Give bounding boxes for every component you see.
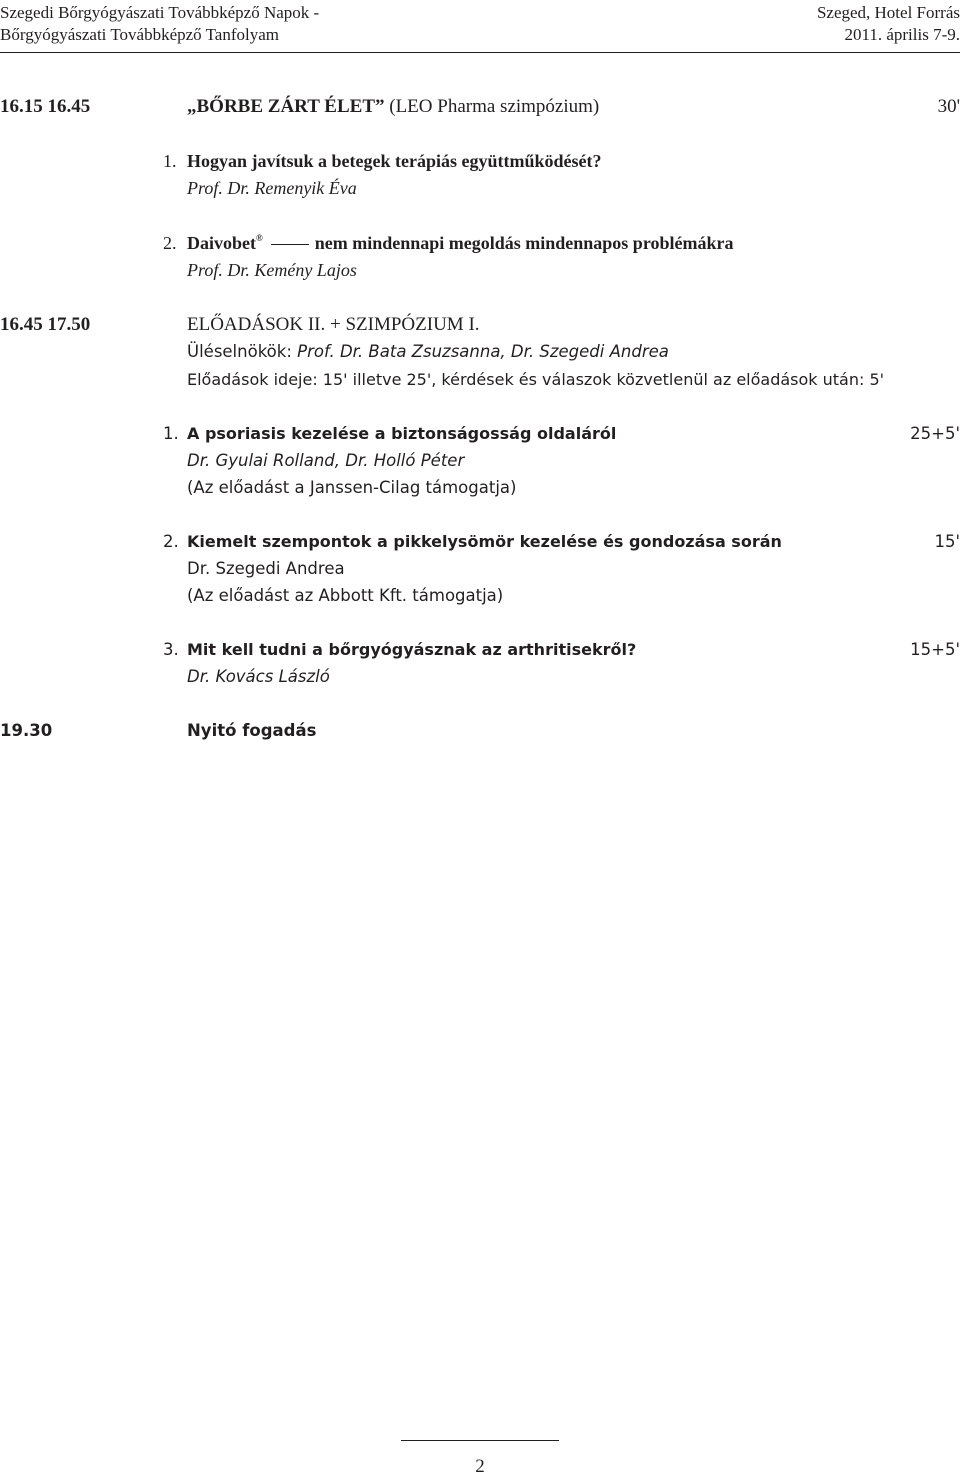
event-title: Nyitó fogadás — [187, 721, 317, 740]
footer-rule — [401, 1440, 559, 1441]
talk-title — [187, 233, 733, 254]
header-left-line2: Bőrgyógyászati Továbbképző Tanfolyam — [0, 25, 280, 44]
talk-duration: 15+5' — [910, 640, 960, 659]
talk-number: 2. — [163, 233, 177, 253]
talk-speaker: Dr. Szegedi Andrea — [187, 559, 345, 578]
talk-speaker: Dr. Gyulai Rolland, Dr. Holló Péter — [187, 451, 465, 470]
session-time: 16.45 17.50 — [0, 314, 91, 335]
session-info: Előadások ideje: 15' illetve 25', kérdések és válaszok közvetlenül az előadások után: 5' — [187, 370, 885, 389]
title-dash — [271, 244, 309, 245]
talk-number: 1. — [163, 424, 179, 443]
session-title: ELŐADÁSOK II. + SZIMPÓZIUM I. — [187, 314, 480, 335]
session-duration: 30' — [937, 96, 960, 117]
talk-number: 1. — [163, 151, 177, 171]
event-time: 19.30 — [0, 721, 53, 740]
session-title: „BŐRBE ZÁRT ÉLET” — [187, 96, 385, 117]
talk-title: A psoriasis kezelése a biztonságosság oldaláról — [187, 424, 617, 443]
header-right-line1: Szeged, Hotel Forrás — [816, 3, 960, 22]
session-subtitle: (LEO Pharma szimpózium) — [389, 96, 600, 117]
talk-title: Kiemelt szempontok a pikkelysömör kezelése és gondozása során — [187, 532, 782, 551]
talk-title-rest: nem mindennapi megoldás mindennapos problémákra — [314, 233, 734, 253]
talk-title-brand: Daivobet — [187, 233, 256, 253]
session-chairs — [187, 342, 669, 361]
talk-speaker: Prof. Dr. Remenyik Éva — [187, 178, 357, 198]
talk-number: 3. — [163, 640, 179, 659]
header-right-line2: 2011. április 7-9. — [844, 25, 960, 44]
header-rule — [0, 52, 960, 53]
talk-sponsor: (Az előadást az Abbott Kft. támogatja) — [187, 586, 504, 605]
talk-speaker: Prof. Dr. Kemény Lajos — [187, 260, 357, 280]
talk-title: Hogyan javítsuk a betegek terápiás együttműködését? — [187, 151, 602, 171]
talk-title: Mit kell tudni a bőrgyógyásznak az arthritisekről? — [187, 640, 637, 659]
talk-duration: 25+5' — [910, 424, 960, 443]
registered-mark: ® — [256, 233, 263, 243]
chairs-names: Prof. Dr. Bata Zsuzsanna, Dr. Szegedi Andrea — [297, 342, 669, 361]
talk-sponsor: (Az előadást a Janssen-Cilag támogatja) — [187, 478, 517, 497]
session-time: 16.15 16.45 — [0, 96, 91, 117]
talk-number: 2. — [163, 532, 179, 551]
talk-duration: 15' — [934, 532, 960, 551]
talk-speaker: Dr. Kovács László — [187, 667, 330, 686]
chairs-label: Üléselnökök: — [187, 342, 292, 361]
session-title-line — [187, 96, 599, 118]
page-number: 2 — [475, 1456, 485, 1477]
header-left-line1: Szegedi Bőrgyógyászati Továbbképző Napok - — [0, 3, 320, 22]
